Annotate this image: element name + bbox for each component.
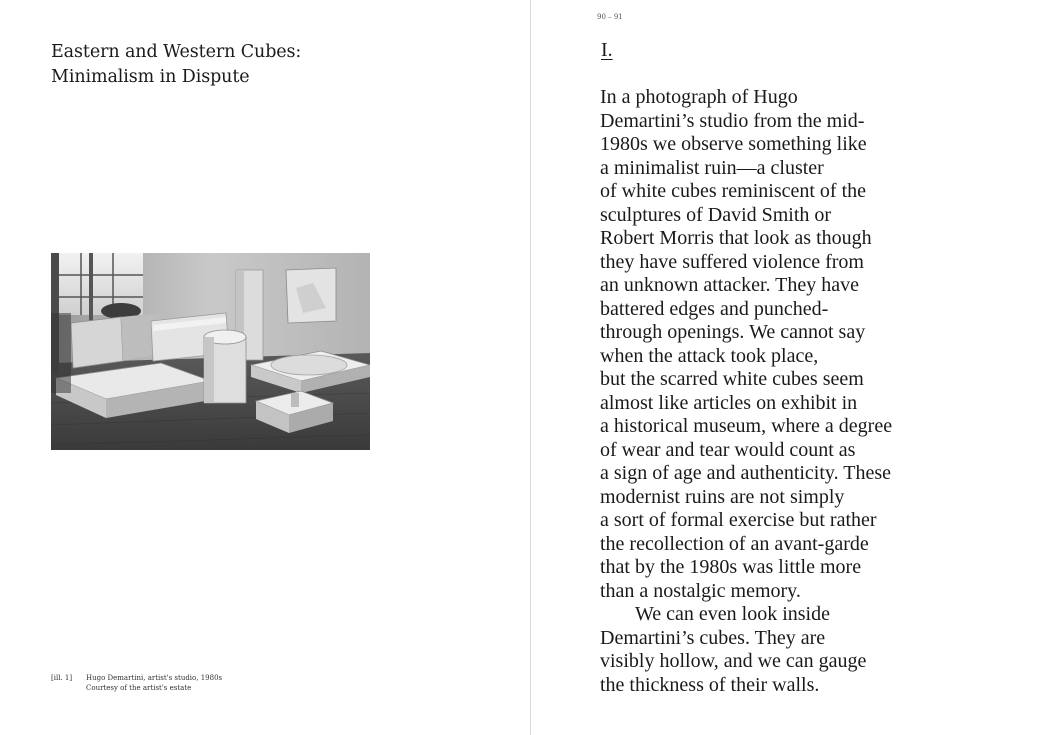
body-line: the recollection of an avant-garde <box>600 532 869 555</box>
caption-line-1: Hugo Demartini, artist's studio, 1980s <box>86 674 223 682</box>
body-line: of wear and tear would count as <box>600 438 856 461</box>
body-line: battered edges and punched- <box>600 297 829 320</box>
body-line: they have suffered violence from <box>600 250 864 273</box>
body-line: sculptures of David Smith or <box>600 203 832 226</box>
chapter-title-line-2: Minimalism in Dispute <box>51 67 250 87</box>
body-line: that by the 1980s was little more <box>600 556 862 578</box>
body-line: than a nostalgic memory. <box>600 579 801 602</box>
body-text <box>600 86 1040 697</box>
body-line: when the attack took place, <box>600 344 819 367</box>
body-line: Robert Morris that look as though <box>600 227 872 249</box>
chapter-title-line-1: Eastern and Western Cubes: <box>51 42 302 62</box>
figure-reference: [ill. 1] <box>51 674 73 682</box>
body-line: In a photograph of Hugo <box>600 86 798 108</box>
body-line: an unknown attacker. They have <box>600 274 859 296</box>
body-line: through openings. We cannot say <box>600 321 866 343</box>
body-line: modernist ruins are not simply <box>600 485 845 508</box>
body-line: Demartini’s cubes. They are <box>600 626 826 649</box>
body-line-paragraph-start: We can even look inside <box>635 603 830 625</box>
body-line: Demartini’s studio from the mid- <box>600 109 865 132</box>
body-line: a minimalist ruin—a cluster <box>600 156 824 179</box>
body-line: visibly hollow, and we can gauge <box>600 650 867 672</box>
body-line: almost like articles on exhibit in <box>600 391 858 414</box>
body-line: a sign of age and authenticity. These <box>600 462 892 484</box>
page-numbers: 90 – 91 <box>597 13 623 21</box>
body-line: a historical museum, where a degree <box>600 415 893 437</box>
caption-line-2: Courtesy of the artist's estate <box>86 684 192 692</box>
body-line: of white cubes reminiscent of the <box>600 180 867 202</box>
body-line: but the scarred white cubes seem <box>600 368 864 390</box>
section-number: I. <box>601 39 613 61</box>
body-line: 1980s we observe something like <box>600 133 867 155</box>
studio-photograph <box>51 253 370 450</box>
chapter-title <box>51 40 301 90</box>
right-page <box>531 0 1059 735</box>
body-line: the thickness of their walls. <box>600 673 820 696</box>
body-line: a sort of formal exercise but rather <box>600 509 877 531</box>
